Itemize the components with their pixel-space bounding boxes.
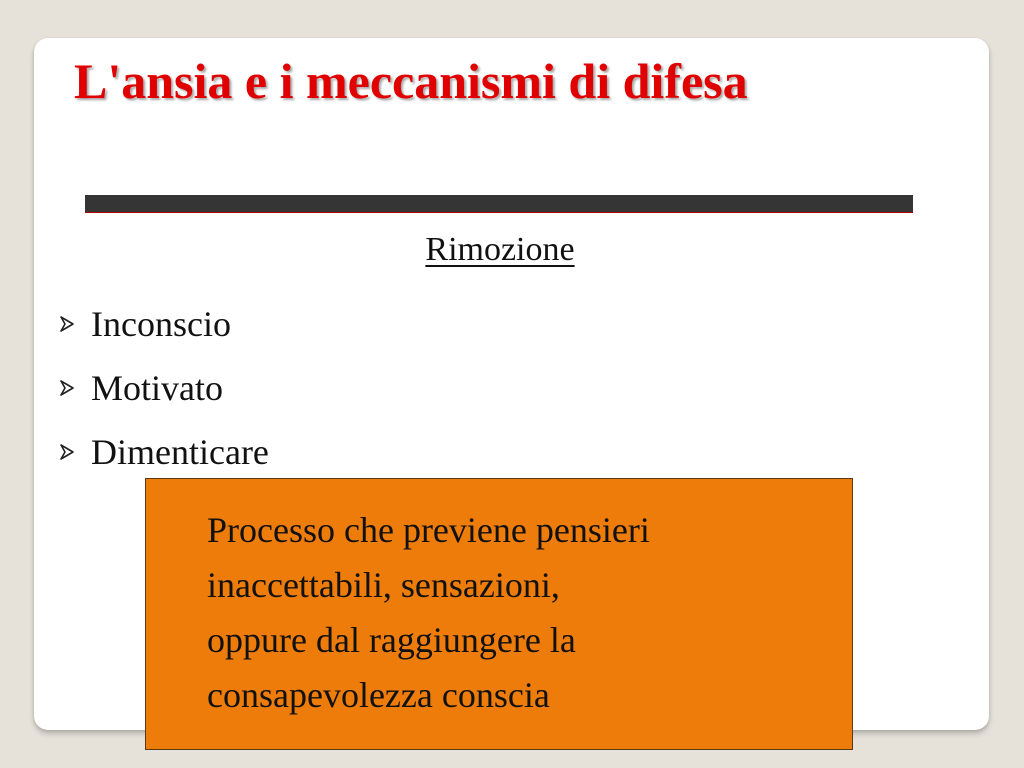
definition-callout-box [145, 478, 853, 750]
bullet-item [58, 420, 269, 484]
bullet-item [58, 292, 269, 356]
chevron-right-arrow-icon [58, 443, 76, 461]
bullet-item [58, 356, 269, 420]
slide-subtitle: Rimozione [425, 231, 575, 268]
chevron-right-arrow-icon [58, 379, 76, 397]
chevron-right-arrow-icon [58, 315, 76, 333]
callout-line: Processo che previene pensieri [207, 510, 650, 550]
bullet-text: Inconscio [91, 304, 231, 344]
callout-line: inaccettabili, sensazioni, [207, 565, 560, 605]
callout-line: consapevolezza conscia [207, 675, 550, 715]
bullet-list [58, 292, 269, 484]
callout-line: oppure dal raggiungere la [207, 620, 576, 660]
bullet-text: Dimenticare [91, 432, 269, 472]
title-divider [85, 195, 913, 213]
slide-title: L'ansia e i meccanismi di difesa [74, 53, 748, 109]
bullet-text: Motivato [91, 368, 223, 408]
callout-text [207, 503, 807, 723]
